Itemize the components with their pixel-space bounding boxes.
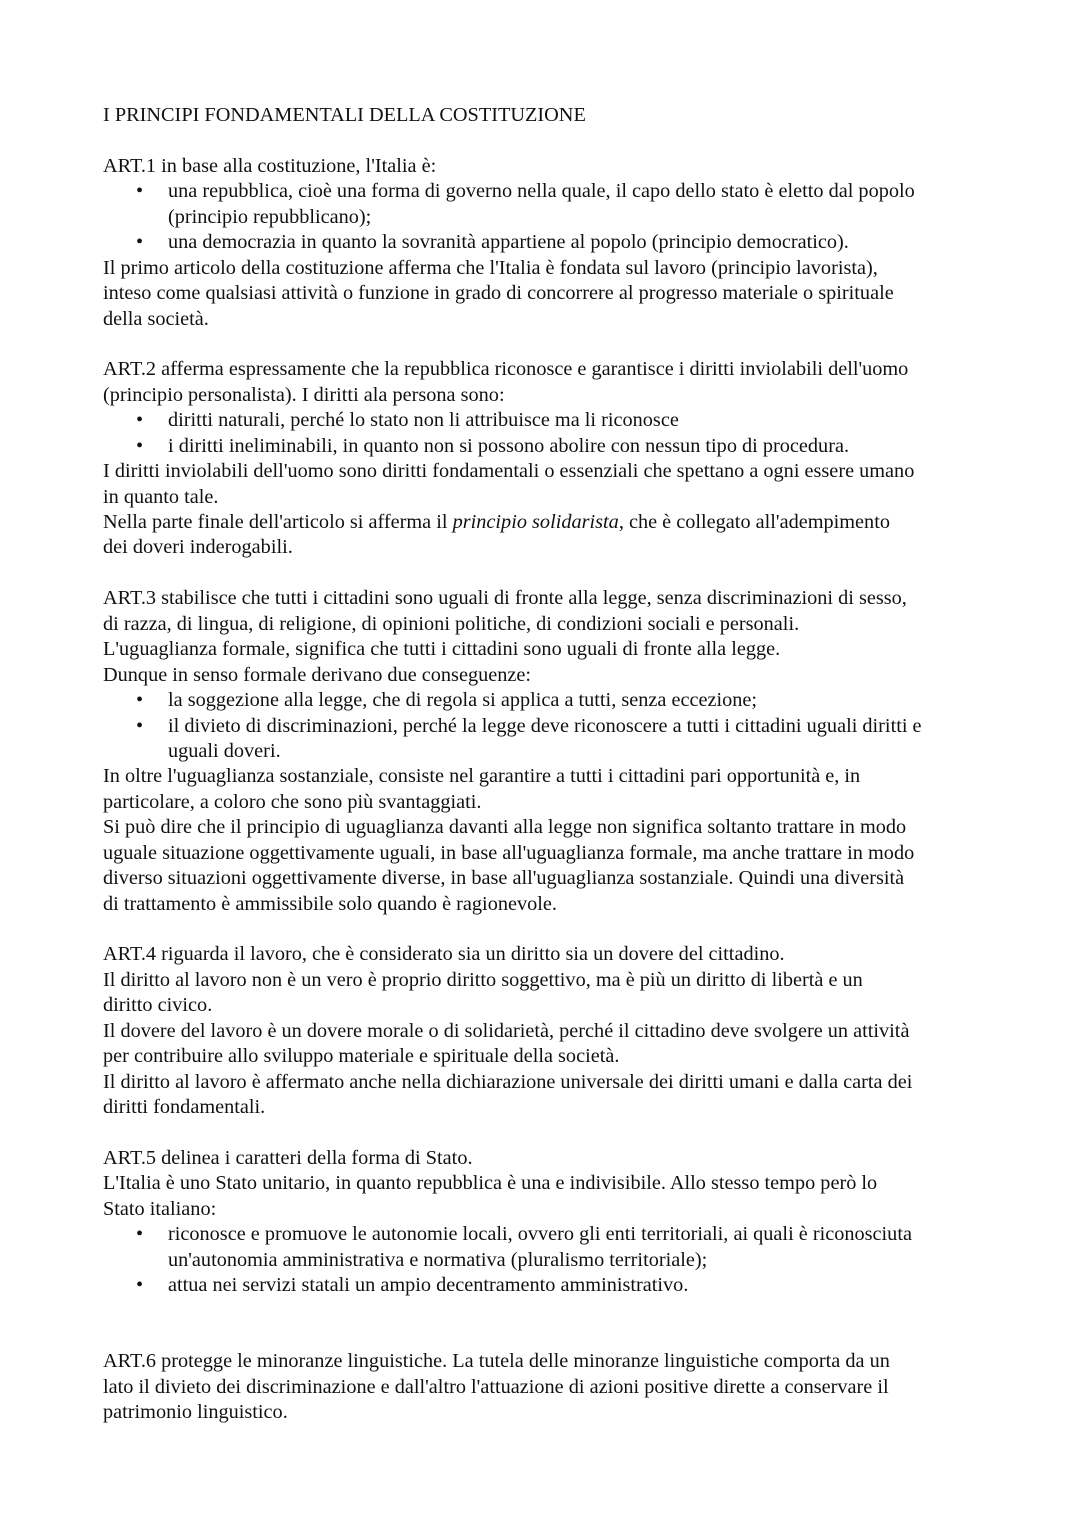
line-text: diritto civico. [103, 994, 213, 1017]
bullet-item [103, 230, 1003, 255]
text-line [103, 1400, 1003, 1425]
text-line [103, 357, 1003, 382]
text-line [103, 866, 1003, 891]
text-line [103, 1349, 1003, 1374]
spacer [103, 1121, 1003, 1146]
line-text: Il primo articolo della costituzione afferma che l'Italia è fondata sul lavoro (principio lavorista), [103, 256, 878, 279]
bullet-icon: • [136, 434, 144, 457]
text-line [103, 1095, 1003, 1120]
spacer [103, 917, 1003, 942]
line-text: In oltre l'uguaglianza sostanziale, consiste nel garantire a tutti i cittadini pari opportunità e, in [103, 765, 861, 788]
line-text: L'uguaglianza formale, significa che tutti i cittadini sono uguali di fronte alla legge. [103, 638, 781, 661]
text-line [103, 764, 1003, 789]
text-segment: , che è collegato all'adempimento [618, 511, 890, 533]
line-text: ART.1 in base alla costituzione, l'Italia è: [103, 154, 437, 177]
line-text: ART.3 stabilisce che tutti i cittadini sono uguali di fronte alla legge, senza discriminazioni di sesso, [103, 587, 907, 610]
line-text: patrimonio linguistico. [103, 1401, 288, 1424]
text-line [103, 281, 1003, 306]
bullet-icon: • [136, 1223, 144, 1246]
line-text: un'autonomia amministrativa e normativa (pluralismo territoriale); [168, 1248, 708, 1271]
line-text: ART.5 delinea i caratteri della forma di Stato. [103, 1146, 473, 1169]
line-text: la soggezione alla legge, che di regola si applica a tutti, senza eccezione; [168, 689, 758, 712]
bullet-item [103, 714, 1003, 739]
line-text: di razza, di lingua, di religione, di opinioni politiche, di condizioni sociali e personali. [103, 612, 800, 635]
line-text: uguale situazione oggettivamente uguali, in base all'uguaglianza formale, ma anche trattare in modo [103, 841, 915, 864]
line-text: in quanto tale. [103, 485, 219, 508]
text-line [103, 892, 1003, 917]
section-art-3 [103, 586, 1003, 917]
text-line [103, 383, 1003, 408]
line-text: lato il divieto dei discriminazione e dall'altro l'attuazione di azioni positive dirette a conservare il [103, 1375, 889, 1398]
section-art-5 [103, 1146, 1003, 1324]
spacer [103, 1299, 1003, 1324]
bullet-item [103, 179, 1003, 204]
spacer [103, 128, 1003, 153]
line-text: Stato italiano: [103, 1197, 217, 1220]
line-text: (principio personalista). I diritti ala persona sono: [103, 383, 505, 406]
text-line [103, 1171, 1003, 1196]
spacer [103, 561, 1003, 586]
bullet-item [103, 688, 1003, 713]
text-segment: Nella parte finale dell'articolo si afferma il [103, 511, 453, 533]
text-line [103, 790, 1003, 815]
line-text: uguali doveri. [168, 739, 281, 762]
bullet-item-continuation [103, 739, 1003, 764]
line-text: (principio repubblicano); [168, 205, 372, 228]
emphasis-text: principio solidarista [452, 511, 619, 533]
text-line [103, 1375, 1003, 1400]
line-text: diritti fondamentali. [103, 1096, 266, 1119]
bullet-icon: • [136, 1274, 144, 1297]
text-line [103, 485, 1003, 510]
text-line [103, 154, 1003, 179]
text-line [103, 510, 1003, 535]
line-text: ART.4 riguarda il lavoro, che è considerato sia un diritto sia un dovere del cittadino. [103, 943, 785, 966]
line-text: I diritti inviolabili dell'uomo sono diritti fondamentali o essenziali che spettano a ogni essere umano [103, 460, 915, 483]
line-text: Si può dire che il principio di uguaglianza davanti alla legge non significa soltanto trattare in modo [103, 816, 907, 839]
text-line [103, 256, 1003, 281]
line-text: L'Italia è uno Stato unitario, in quanto repubblica è una e indivisibile. Allo stesso tempo però lo [103, 1172, 878, 1195]
text-line [103, 1070, 1003, 1095]
bullet-item-continuation [103, 1248, 1003, 1273]
bullet-item [103, 1222, 1003, 1247]
text-line [103, 1146, 1003, 1171]
line-text: inteso come qualsiasi attività o funzione in grado di concorrere al progresso materiale o spirituale [103, 282, 894, 305]
line-text: riconosce e promuove le autonomie locali, ovvero gli enti territoriali, ai quali è riconosciuta [168, 1223, 912, 1246]
text-line [103, 942, 1003, 967]
text-line [103, 815, 1003, 840]
line-text: attua nei servizi statali un ampio decentramento amministrativo. [168, 1274, 689, 1297]
line-text: ART.6 protegge le minoranze linguistiche. La tutela delle minoranze linguistiche comporta da un [103, 1350, 890, 1373]
bullet-item [103, 434, 1003, 459]
line-text: il divieto di discriminazioni, perché la legge deve riconoscere a tutti i cittadini uguali diritti e [168, 714, 922, 737]
bullet-icon: • [136, 409, 144, 432]
bullet-icon: • [136, 689, 144, 712]
spacer [103, 1324, 1003, 1349]
line-text: una democrazia in quanto la sovranità appartiene al popolo (principio democratico). [168, 231, 849, 254]
text-line [103, 1019, 1003, 1044]
line-text: diritti naturali, perché lo stato non li attribuisce ma li riconosce [168, 409, 679, 432]
document-page [103, 103, 1003, 1426]
line-text: una repubblica, cioè una forma di governo nella quale, il capo dello stato è eletto dal popolo [168, 180, 915, 203]
line-text: diverso situazioni oggettivamente diverse, in base all'uguaglianza sostanziale. Quindi una diversità [103, 867, 905, 890]
line-text: Il diritto al lavoro non è un vero è proprio diritto soggettivo, ma è più un diritto di libertà e un [103, 968, 863, 991]
text-line [103, 1044, 1003, 1069]
section-art-4 [103, 942, 1003, 1120]
text-line [103, 993, 1003, 1018]
bullet-item [103, 408, 1003, 433]
document-title: I PRINCIPI FONDAMENTALI DELLA COSTITUZIONE [103, 104, 586, 126]
spacer [103, 332, 1003, 357]
sections [103, 154, 1003, 1426]
text-line [103, 612, 1003, 637]
line-text: di trattamento è ammissibile solo quando è ragionevole. [103, 892, 557, 915]
bullet-item [103, 1273, 1003, 1298]
section-art-2 [103, 357, 1003, 561]
line-text: ART.2 afferma espressamente che la repubblica riconosce e garantisce i diritti inviolabili dell'uomo [103, 358, 909, 381]
text-line [103, 535, 1003, 560]
bullet-icon: • [136, 231, 144, 254]
text-line [103, 637, 1003, 662]
bullet-item-continuation [103, 205, 1003, 230]
text-line [103, 307, 1003, 332]
line-text: particolare, a coloro che sono più svantaggiati. [103, 790, 482, 813]
text-line [103, 663, 1003, 688]
text-line [103, 841, 1003, 866]
line-text: della società. [103, 307, 209, 330]
bullet-icon: • [136, 180, 144, 203]
line-text: Il diritto al lavoro è affermato anche nella dichiarazione universale dei diritti umani e dalla carta dei [103, 1070, 913, 1093]
text-line [103, 968, 1003, 993]
line-text: per contribuire allo sviluppo materiale e spirituale della società. [103, 1045, 620, 1068]
section-art-1 [103, 154, 1003, 332]
line-text: i diritti ineliminabili, in quanto non si possono abolire con nessun tipo di procedura. [168, 434, 850, 457]
line-text: Dunque in senso formale derivano due conseguenze: [103, 663, 532, 686]
line-text: dei doveri inderogabili. [103, 536, 293, 559]
text-line [103, 459, 1003, 484]
bullet-icon: • [136, 714, 144, 737]
line-text: Il dovere del lavoro è un dovere morale o di solidarietà, perché il cittadino deve svolgere un attività [103, 1019, 910, 1042]
text-line [103, 1197, 1003, 1222]
section-art-6 [103, 1349, 1003, 1425]
text-line [103, 586, 1003, 611]
